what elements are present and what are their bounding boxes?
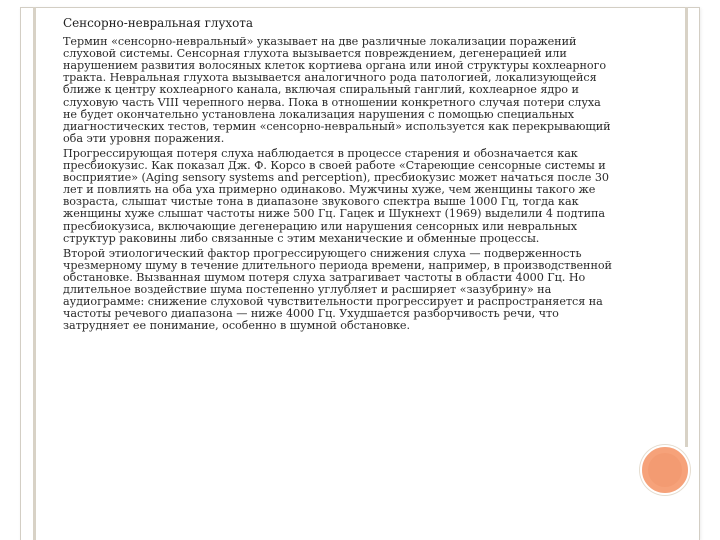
right-decorative-rule: [685, 7, 688, 447]
paragraph-presbycusis: Прогрессирующая потеря слуха наблюдается в процессе старения и обозначается как пресбиокузис. Как показал Дж. Ф. Корсо в своей работе «Стареющие сенсорные системы и восприятие» (Aging sensory systems and perception), пресбиокузис может начаться после 30 лет и повлиять на оба уха примерно одинаково. Мужчины хуже, чем женщины такого же возраста, слышат чистые тона в диапазоне звукового спектра выше 1000 Гц, тогда как женщины хуже слышат частоты ниже 500 Гц. Гацек и Шукнехт (1969) выделили 4 подтипа пресбиокузиса, включающие дегенерацию или нарушения сенсорных или невральных структур раковины либо связанные с этим механические и обменные процессы.: [63, 146, 609, 245]
left-decorative-rule: [33, 7, 36, 540]
slide-content: [63, 17, 615, 335]
paragraph-definition: Термин «сенсорно-невральный» указывает на две различные локализации поражений слуховой системы. Сенсорная глухота вызывается повреждением, дегенерацией или нарушением развития волосяных клеток кортиева органа или иной структуры кохлеарного тракта. Невральная глухота вызывается аналогичного рода патологией, локализующейся ближе к центру кохлеарного канала, включая спиральный ганглий, кохлеарное ядро и слуховую часть VIII черепного нерва. Пока в отношении конкретного случая потери слуха не будет окончательно установлена локализация нарушения с помощью специальных диагностических тестов, термин «сенсорно-невральный» используется как перекрывающий оба эти уровня поражения.: [63, 35, 611, 145]
paragraph-noise: Второй этиологический фактор прогрессирующего снижения слуха — подверженность чрезмерному шуму в течение длительного периода времени, например, в производственной обстановке. Вызванная шумом потеря слуха затрагивает частоты в области 4000 Гц. Но длительное воздействие шума постепенно углубляет и расширяет «зазубрину» на аудиограмме: снижение слуховой чувствительности прогрессирует и распространяется на частоты речевого диапазона — ниже 4000 Гц. Ухудшается разборчивость речи, что затрудняет ее понимание, особенно в шумной обстановке.: [63, 246, 612, 333]
slide-title: Сенсорно-невральная глухота: [63, 16, 253, 30]
decorative-circle: [640, 445, 690, 495]
decorative-circle-inner: [648, 453, 682, 487]
